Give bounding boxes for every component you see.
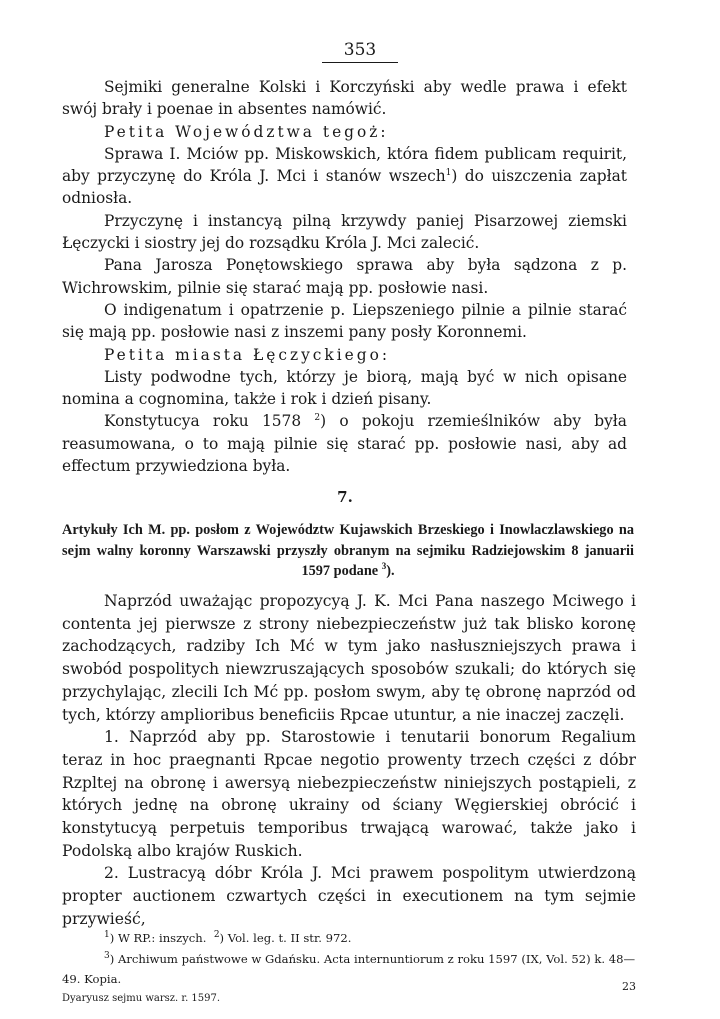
- petita-heading: Petita miasta Łęczyckiego:: [104, 345, 391, 364]
- article-title: Artykuły Ich M. pp. posłom z Województw Kujawskich Brzeskiego i Inowlaczlawskiego na sejm walny koronny Warszawski przyszły obranym na sejmiku Radziejowskim 8 januarii 1597 podane $^3$).: [62, 522, 634, 579]
- paragraph: 1. Naprzód aby pp. Starostowie i tenutarii bonorum Regalium teraz in hoc praegnanti Rpcae negotio prowenty trzech części z dóbr Rzpltej na obronę i awersyą niebezpieczeństw niniejszych postąpieli, z których jednę na obronę ukrainy od ściany Węgierskiej obrócić i konstytucyą perpetuis temporibus trwającą warować, także jako i Podolską albo krajów Ruskich.: [62, 728, 636, 860]
- paragraph: Konstytucya roku 1578 $^2$) o pokoju rzemieślników aby była reasumowana, o to mają pilnie się starać pp. posłowie nasi, aby ad effectum przywiedziona była.: [62, 412, 627, 476]
- footnote-mark: 2: [314, 413, 321, 424]
- footnotes: [62, 928, 642, 990]
- footnote: $^1$) W RP.: inszych. $^2$) Vol. leg. t. II str. 972.: [104, 930, 352, 945]
- section-number: 7.: [337, 488, 353, 506]
- paragraph: Sejmiki generalne Kolski i Korczyński aby wedle prawa i efekt swój brały i poenae in absentes namówić.: [62, 78, 627, 119]
- footnote: $^3$) Archiwum państwowe w Gdańsku. Acta internuntiorum z roku 1597 (IX, Vol. 52) k. 48—49. Kopia.: [62, 950, 636, 986]
- paragraph: Naprzód uważając propozycyą J. K. Mci Pana naszego Mciwego i contenta jej pierwsze z strony niebezpieczeństw już tak blisko koronę zachodzących, radziby Ich Mć w tym jako nasłuszniejszych prawa i swobód pospolitych niewzruszających sposobów szukali; do których się przychylając, zlecili Ich Mć pp. posłom swym, aby tę obronę naprzód od tych, którzy amplioribus beneficiis Rpcae utuntur, a nie inaczej zaczęli.: [62, 592, 636, 724]
- imprint-line: Dyaryusz sejmu warsz. r. 1597.: [62, 993, 221, 1004]
- paragraph: Przyczynę i instancyą pilną krzywdy paniej Pisarzowej ziemski Łęczycki i siostry jej do rozsądku Króla J. Mci zalecić.: [62, 211, 627, 253]
- body-text: [62, 76, 627, 477]
- paragraph: Sprawa I. Mciów pp. Miskowskich, która fidem publicam requirit, aby przyczynę do Króla J. Mci i stanów wszech$^1$) do uiszczenia zapłat odniosła.: [62, 144, 627, 208]
- page-number: 353: [0, 40, 720, 60]
- footnote-mark: 3: [381, 561, 387, 572]
- paragraph: 2. Lustracyą dóbr Króla J. Mci prawem pospolitym utwierdzoną propter auctionem czwartych części in executionem na tym sejmie przywieść,: [62, 864, 636, 928]
- petita-heading: Petita Województwa tegoż:: [104, 122, 389, 141]
- footnote-mark: 1: [445, 168, 452, 179]
- article-text: [62, 590, 636, 931]
- signature-mark: 23: [622, 980, 636, 993]
- paragraph: Pana Jarosza Ponętowskiego sprawa aby była sądzona z p. Wichrowskim, pilnie się starać mają pp. posłowie nasi.: [62, 256, 627, 297]
- paragraph: O indigenatum i opatrzenie p. Liepszeniego pilnie a pilnie starać się mają pp. posłowie nasi z inszemi pany posły Koronnemi.: [62, 300, 627, 342]
- paragraph: Listy podwodne tych, którzy je biorą, mają być w nich opisane nomina a cognomina, także i rok i dzień pisany.: [62, 367, 627, 409]
